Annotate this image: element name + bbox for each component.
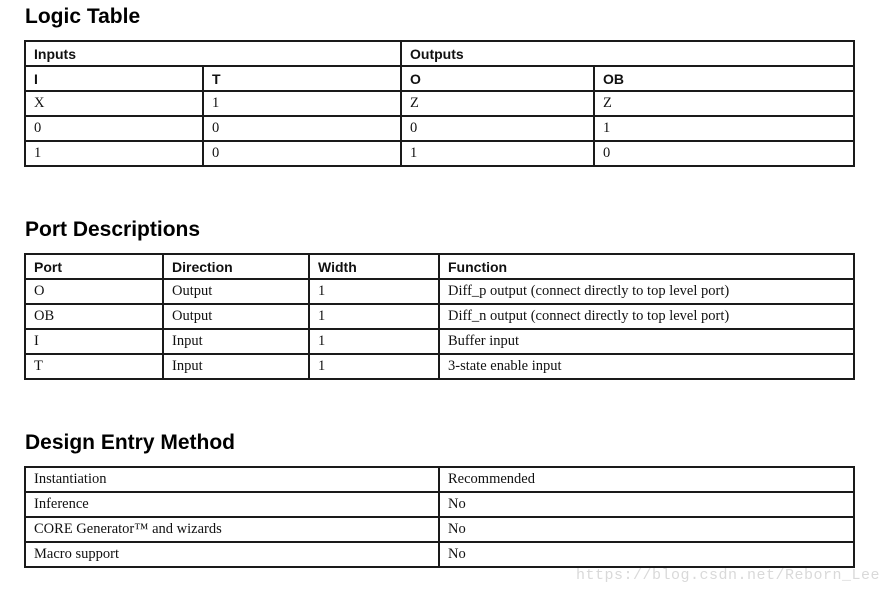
table-cell: 0	[203, 141, 401, 166]
table-cell: No	[439, 517, 854, 542]
column-header-t: T	[203, 66, 401, 91]
table-row	[25, 542, 854, 567]
table-row	[25, 467, 854, 492]
table-cell: Input	[163, 329, 309, 354]
table-cell: Output	[163, 279, 309, 304]
table-row	[25, 141, 854, 166]
table-cell: X	[25, 91, 203, 116]
column-header-function: Function	[439, 254, 854, 279]
table-cell: Output	[163, 304, 309, 329]
table-cell: OB	[25, 304, 163, 329]
table-cell: Input	[163, 354, 309, 379]
table-row	[25, 517, 854, 542]
column-header-port: Port	[25, 254, 163, 279]
design-entry-method-table	[24, 466, 855, 568]
column-header-ob: OB	[594, 66, 854, 91]
table-cell: No	[439, 542, 854, 567]
column-header-direction: Direction	[163, 254, 309, 279]
port-descriptions-title: Port Descriptions	[25, 218, 201, 241]
table-cell: O	[25, 279, 163, 304]
table-cell: Macro support	[25, 542, 439, 567]
table-row	[25, 354, 854, 379]
table-cell: 1	[401, 141, 594, 166]
table-cell: 3-state enable input	[439, 354, 854, 379]
table-cell: No	[439, 492, 854, 517]
table-cell: 0	[594, 141, 854, 166]
logic-group-header-row	[25, 41, 854, 66]
table-cell: Diff_p output (connect directly to top level port)	[439, 279, 854, 304]
table-cell: 1	[25, 141, 203, 166]
column-header-i: I	[25, 66, 203, 91]
table-row	[25, 279, 854, 304]
table-cell: 1	[594, 116, 854, 141]
table-cell: 1	[309, 354, 439, 379]
table-cell: Z	[594, 91, 854, 116]
table-cell: Buffer input	[439, 329, 854, 354]
table-row	[25, 492, 854, 517]
table-cell: T	[25, 354, 163, 379]
table-row	[25, 304, 854, 329]
table-cell: Inference	[25, 492, 439, 517]
table-cell: 0	[25, 116, 203, 141]
table-cell: CORE Generator™ and wizards	[25, 517, 439, 542]
table-cell: Diff_n output (connect directly to top level port)	[439, 304, 854, 329]
table-row	[25, 329, 854, 354]
column-header-width: Width	[309, 254, 439, 279]
logic-table	[24, 40, 855, 167]
table-cell: 0	[203, 116, 401, 141]
table-cell: 1	[309, 304, 439, 329]
design-entry-method-title: Design Entry Method	[25, 431, 236, 454]
table-cell: Z	[401, 91, 594, 116]
outputs-group-header: Outputs	[401, 41, 854, 66]
table-cell: 1	[309, 279, 439, 304]
table-cell: 0	[401, 116, 594, 141]
logic-column-header-row	[25, 66, 854, 91]
table-cell: 1	[203, 91, 401, 116]
watermark: https://blog.csdn.net/Reborn_Lee	[575, 567, 880, 584]
port-descriptions-table	[24, 253, 855, 380]
table-row	[25, 116, 854, 141]
table-row	[25, 91, 854, 116]
logic-table-title: Logic Table	[25, 5, 141, 28]
table-cell: Recommended	[439, 467, 854, 492]
table-cell: Instantiation	[25, 467, 439, 492]
column-header-o: O	[401, 66, 594, 91]
table-cell: 1	[309, 329, 439, 354]
port-header-row	[25, 254, 854, 279]
inputs-group-header: Inputs	[25, 41, 401, 66]
table-cell: I	[25, 329, 163, 354]
